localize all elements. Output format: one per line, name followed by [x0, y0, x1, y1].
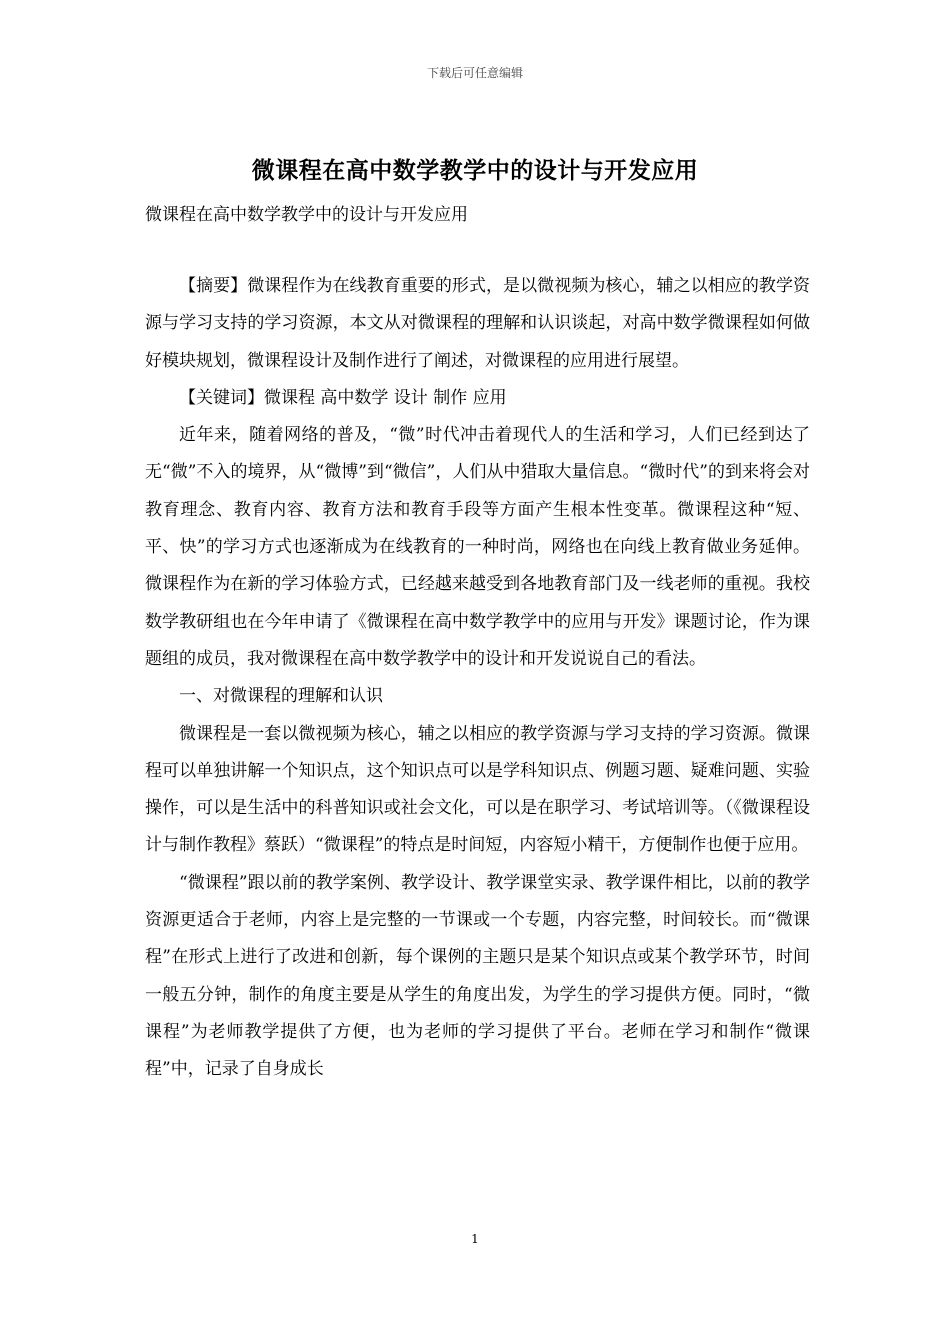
page-number: 1 — [471, 1232, 479, 1246]
body-paragraph: “微课程”跟以前的教学案例、教学设计、教学课堂实录、教学课件相比，以前的教学资源更适合于老师，内容上是完整的一节课或一个专题，内容完整，时间较长。而“微课程”在形式上进行了改进和创新，每个课例的主题只是某个知识点或某个教学环节，时间一般五分钟，制作的角度主要是从学生的角度出发，为学生的学习提供方便。同时，“微课程”为老师教学提供了方便，也为老师的学习提供了平台。老师在学习和制作“微课程”中，记录了自身成长 — [145, 872, 810, 1080]
keywords-paragraph: 【关键词】微课程 高中数学 设计 制作 应用 — [179, 387, 507, 408]
page-header: 下载后可任意编辑 — [426, 66, 523, 80]
document-title: 微课程在高中数学教学中的设计与开发应用 — [251, 157, 699, 184]
body-paragraph: 近年来，随着网络的普及，“微”时代冲击着现代人的生活和学习，人们已经到达了无“微”不入的境界，从“微博”到“微信”，人们从中猎取大量信息。“微时代”的到来将会对教育理念、教育内容、教育方法和教育手段等方面产生根本性变革。微课程这种“短、平、快”的学习方式也逐渐成为在线教育的一种时尚，网络也在向线上教育做业务延伸。微课程作为在新的学习体验方式，已经越来越受到各地教育部门及一线老师的重视。我校数学教研组也在今年申请了《微课程在高中数学教学中的应用与开发》课题讨论，作为课题组的成员，我对微课程在高中数学教学中的设计和开发说说自己的看法。 — [145, 425, 810, 669]
abstract-paragraph: 【摘要】微课程作为在线教育重要的形式，是以微视频为核心，辅之以相应的教学资源与学习支持的学习资源，本文从对微课程的理解和认识谈起，对高中数学微课程如何做好模块规划，微课程设计及制作进行了阐述，对微课程的应用进行展望。 — [145, 276, 810, 371]
document-body — [145, 268, 810, 1089]
body-paragraph: 微课程是一套以微视频为核心，辅之以相应的教学资源与学习支持的学习资源。微课程可以单独讲解一个知识点，这个知识点可以是学科知识点、例题习题、疑难问题、实验操作，可以是生活中的科普知识或社会文化，可以是在职学习、考试培训等。（《微课程设计与制作教程》蔡跃）“微课程”的特点是时间短，内容短小精干，方便制作也便于应用。 — [145, 723, 810, 856]
document-subtitle: 微课程在高中数学教学中的设计与开发应用 — [145, 205, 468, 225]
section-heading: 一、对微课程的理解和认识 — [179, 686, 383, 707]
